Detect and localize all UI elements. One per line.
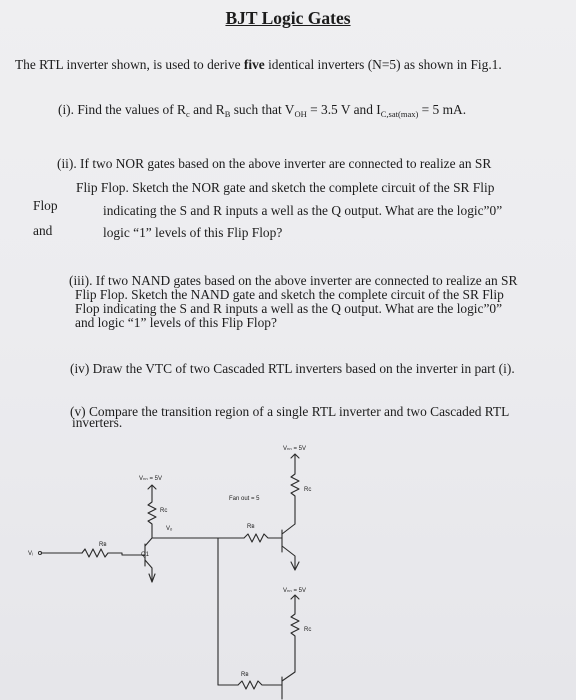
question-2-line-2: Flip Flop. Sketch the NOR gate and sketch the complete circuit of the SR Flip bbox=[76, 180, 495, 195]
vi-label: Vᵢ bbox=[28, 551, 33, 557]
vcc-label-stage-3: Vₙₙ = 5V bbox=[283, 588, 306, 594]
vcc-label-q1: Vₙₙ = 5V bbox=[139, 476, 162, 482]
question-5-line-2: inverters. bbox=[72, 415, 123, 430]
vcc-label-stage-2: Vₙₙ = 5V bbox=[283, 446, 306, 452]
question-2-line-1: (ii). If two NOR gates based on the above inverter are connected to realize an SR bbox=[57, 156, 492, 171]
rb-label-stage-3: Rʙ bbox=[241, 672, 249, 678]
rc-label-stage-2: Rᴄ bbox=[304, 487, 312, 493]
question-3-line-2: Flip Flop. Sketch the NAND gate and sketch the complete circuit of the SR Flip bbox=[75, 287, 504, 302]
side-text-flop: Flop bbox=[33, 198, 58, 213]
question-5-line-1: (v) Compare the transition region of a single RTL inverter and two Cascaded RTL bbox=[70, 404, 510, 419]
vo-label: Vₒ bbox=[166, 526, 173, 532]
intro-text: The RTL inverter shown, is used to derive five identical inverters (N=5) as shown in Fig.1. bbox=[15, 57, 502, 72]
q1-label: Q1 bbox=[141, 552, 150, 558]
rb-label-q1: Rʙ bbox=[99, 542, 107, 548]
question-3-line-3: Flop indicating the S and R inputs a well as the Q output. What are the logic”0” bbox=[75, 301, 503, 316]
question-1: (i). Find the values of $R_c$ and $R_B$ such that $V_{OH} = 3.5$ V and $I_{C,sat(max)} = 5$ mA. bbox=[58, 102, 467, 119]
question-4: (iv) Draw the VTC of two Cascaded RTL inverters based on the inverter in part (i). bbox=[70, 361, 515, 376]
question-3-line-4: and logic “1” levels of this Flip Flop? bbox=[75, 315, 277, 330]
question-2-line-3: indicating the S and R inputs a well as the Q output. What are the logic”0” bbox=[103, 203, 503, 218]
question-2-line-4: logic “1” levels of this Flip Flop? bbox=[103, 225, 283, 240]
page-title: BJT Logic Gates bbox=[225, 8, 351, 28]
question-3-line-1: (iii). If two NAND gates based on the above inverter are connected to realize an SR bbox=[69, 273, 518, 288]
rc-label-stage-3: Rᴄ bbox=[304, 627, 312, 633]
side-text-and: and bbox=[33, 223, 53, 238]
fan-out-label: Fan out = 5 bbox=[229, 496, 260, 502]
rc-label-q1: Rᴄ bbox=[160, 508, 168, 514]
rb-label-stage-2: Rʙ bbox=[247, 524, 255, 530]
